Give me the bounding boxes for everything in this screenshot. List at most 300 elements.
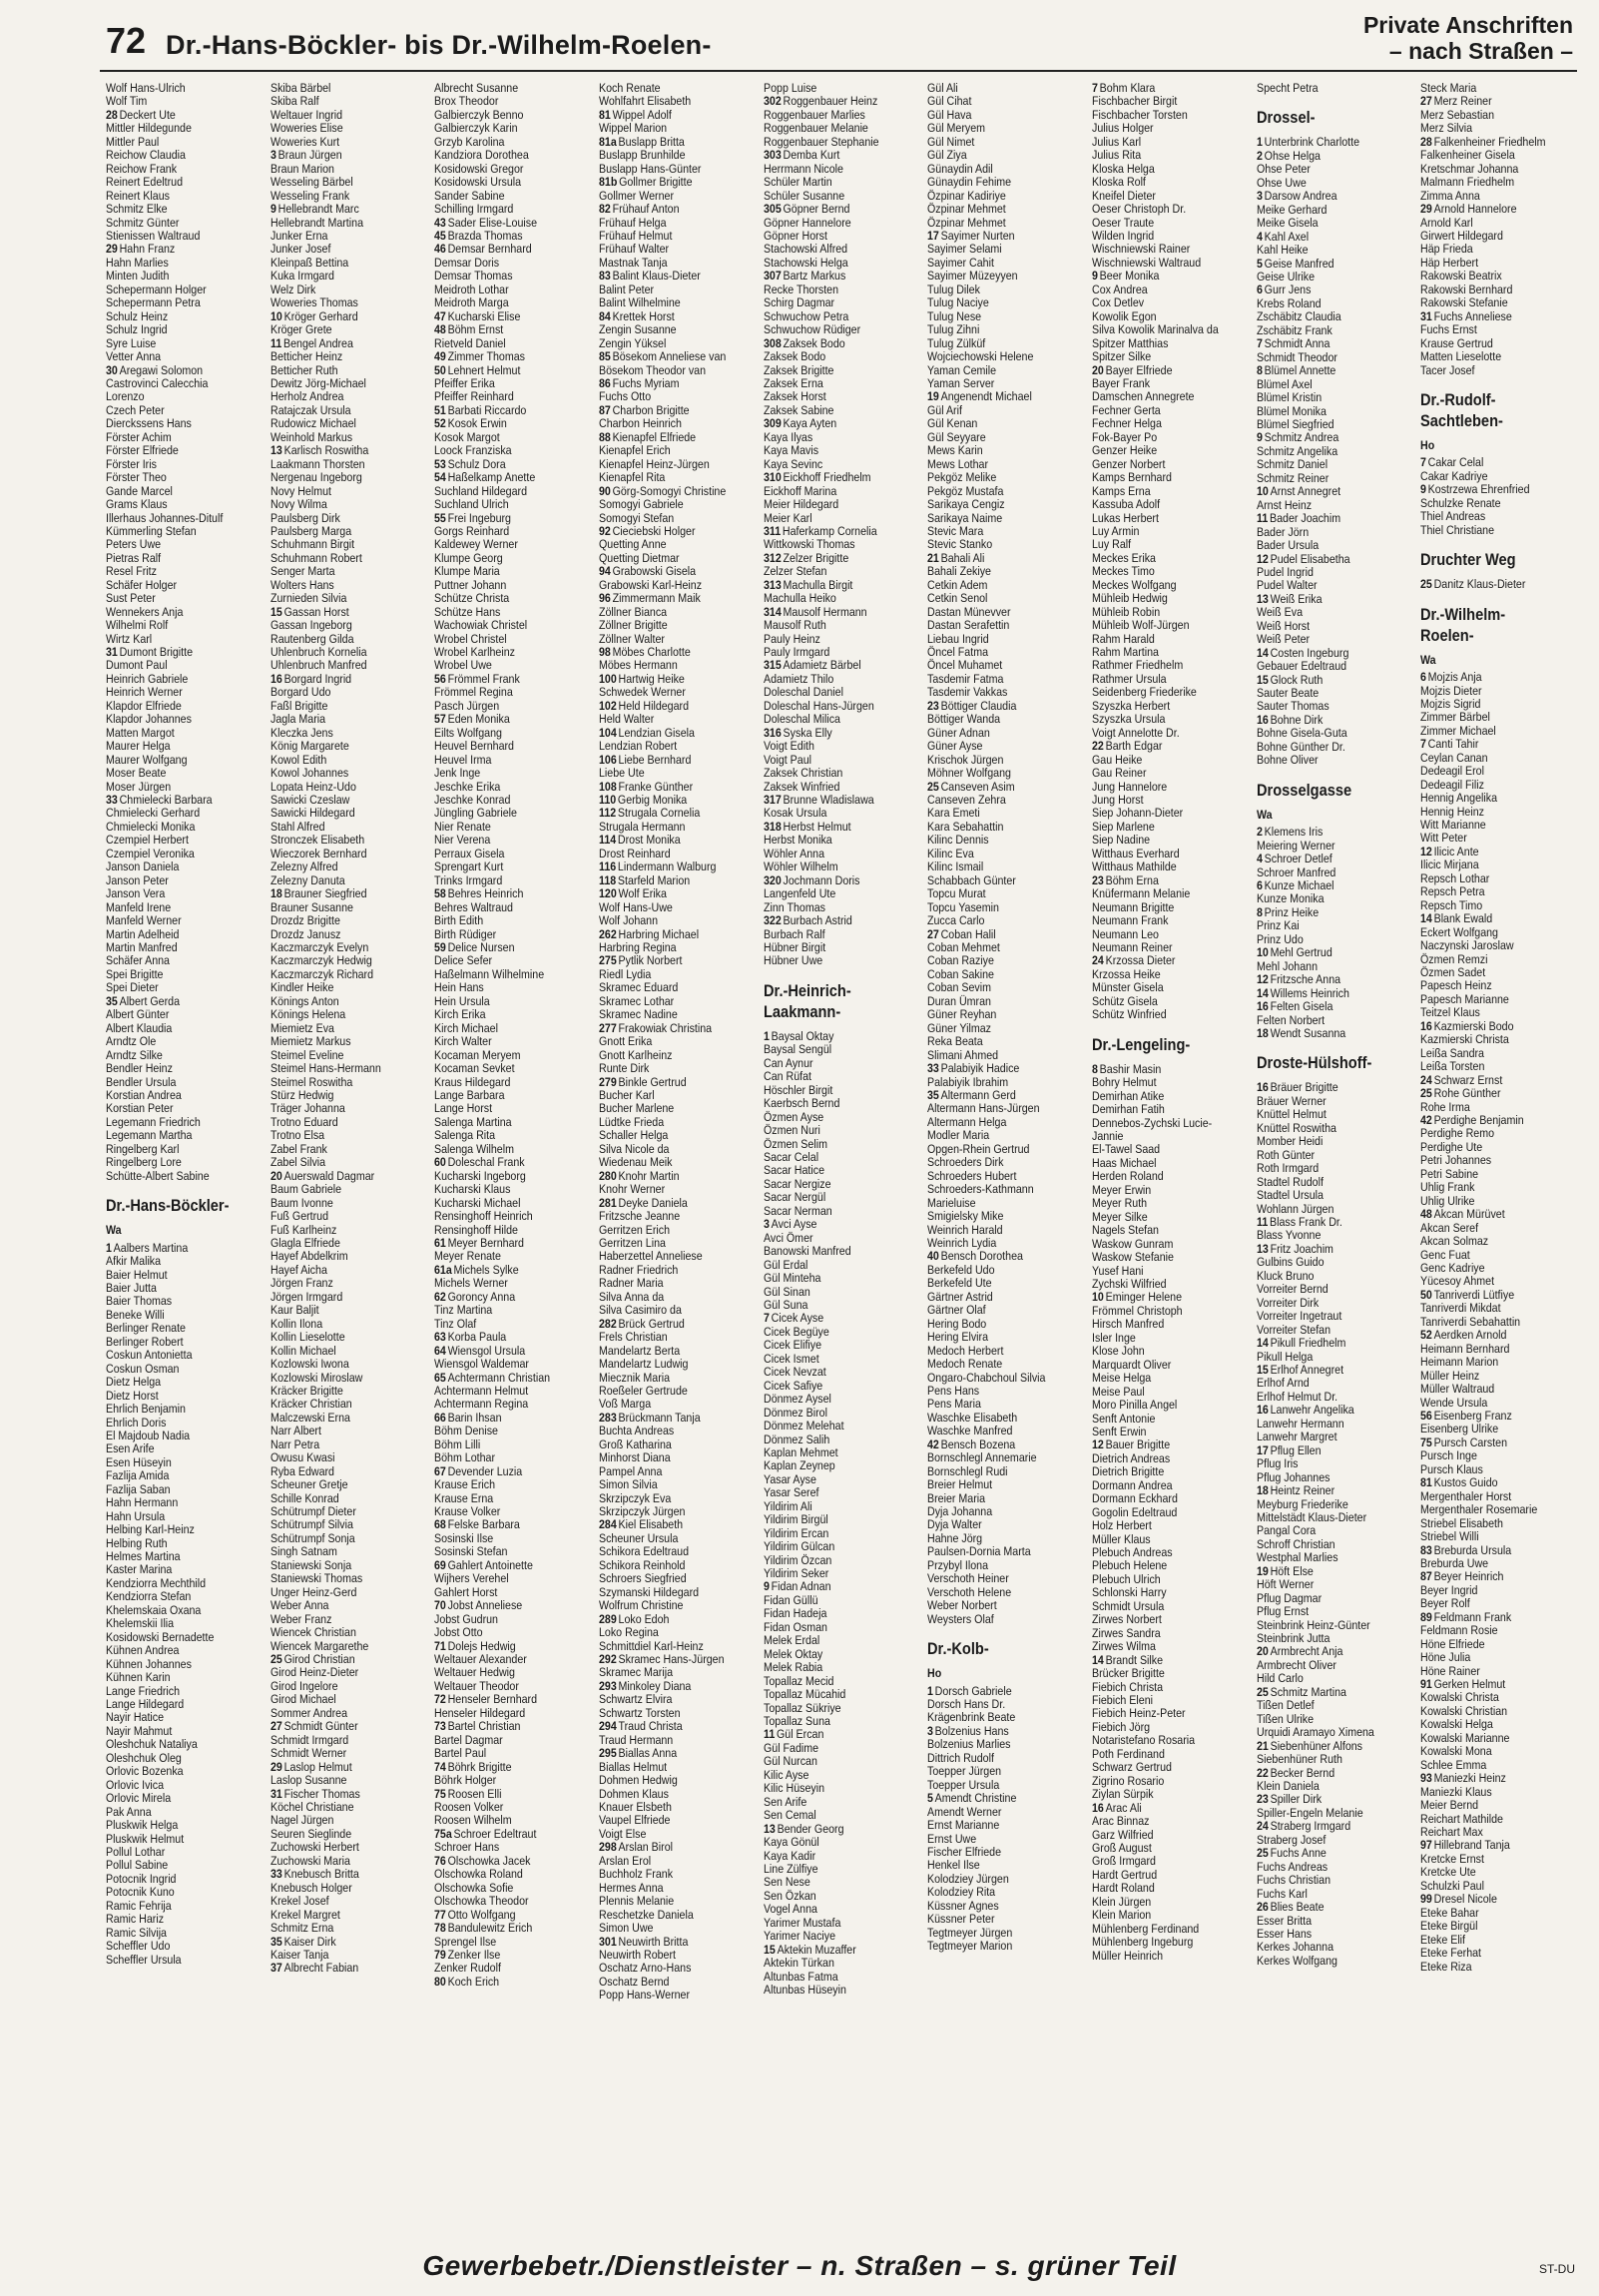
directory-entry bbox=[927, 1752, 1067, 1765]
directory-entry bbox=[599, 82, 739, 95]
directory-entry bbox=[106, 243, 246, 256]
directory-entry bbox=[1092, 337, 1232, 350]
house-number: 50 bbox=[1420, 1287, 1433, 1302]
directory-entry bbox=[764, 1903, 903, 1916]
directory-entry bbox=[927, 995, 1067, 1008]
resident-name: Vorreiter Bernd bbox=[1256, 1282, 1329, 1297]
directory-entry bbox=[1420, 1691, 1560, 1704]
directory-entry bbox=[270, 243, 410, 256]
resident-name: Delice Nursen bbox=[447, 940, 515, 954]
directory-entry bbox=[434, 512, 574, 525]
directory-entry bbox=[106, 1403, 246, 1416]
directory-entry bbox=[599, 310, 739, 323]
directory-entry bbox=[1092, 727, 1232, 740]
directory-entry bbox=[927, 1698, 1067, 1711]
resident-name: Bohne Gisela-Guta bbox=[1256, 726, 1347, 741]
house-number: 75 bbox=[434, 1786, 447, 1801]
house-number: 81b bbox=[599, 175, 618, 190]
directory-entry bbox=[1420, 578, 1560, 591]
resident-name: Ramic Hariz bbox=[106, 1912, 165, 1927]
directory-entry bbox=[1092, 1426, 1232, 1438]
directory-entry bbox=[1420, 1920, 1560, 1933]
directory-entry bbox=[434, 1183, 574, 1196]
resident-name: Wippel Marion bbox=[599, 121, 668, 136]
directory-entry bbox=[434, 1264, 574, 1277]
directory-entry bbox=[434, 1559, 574, 1572]
resident-name: Chmielecki Barbara bbox=[119, 793, 213, 808]
resident-name: Brückmann Tanja bbox=[618, 1410, 701, 1425]
directory-entry bbox=[1420, 832, 1560, 845]
resident-name: Roth Irmgard bbox=[1256, 1161, 1319, 1176]
directory-entry bbox=[1420, 296, 1560, 309]
directory-entry bbox=[434, 404, 574, 417]
resident-name: Zimmermann Maik bbox=[612, 591, 701, 606]
directory-entry bbox=[599, 1841, 739, 1854]
directory-entry bbox=[599, 1372, 739, 1385]
resident-name: Kirch Michael bbox=[434, 1020, 499, 1035]
resident-name: Wende Ursula bbox=[1420, 1395, 1488, 1410]
house-number: 1 bbox=[927, 1683, 934, 1698]
resident-name: Sust Peter bbox=[106, 591, 156, 606]
house-number: 14 bbox=[1256, 985, 1269, 1000]
house-number: 33 bbox=[106, 793, 118, 808]
house-number: 307 bbox=[763, 269, 782, 284]
directory-entry bbox=[270, 821, 410, 834]
house-number: 81 bbox=[599, 107, 611, 122]
resident-name: Helbing Karl-Heinz bbox=[106, 1522, 195, 1537]
resident-name: Gahlert Horst bbox=[434, 1584, 498, 1599]
resident-name: Roggenbauer Marlies bbox=[763, 107, 865, 122]
directory-entry bbox=[1257, 337, 1396, 350]
resident-name: Bader Jörn bbox=[1256, 524, 1309, 539]
directory-entry bbox=[764, 1527, 903, 1540]
directory-entry bbox=[1092, 861, 1232, 873]
directory-entry bbox=[599, 1492, 739, 1505]
resident-name: Tegtmeyer Jürgen bbox=[927, 1925, 1013, 1940]
directory-entry bbox=[1420, 1329, 1560, 1342]
directory-entry bbox=[1092, 109, 1232, 122]
resident-name: Orlovic Ivica bbox=[106, 1777, 165, 1792]
directory-entry bbox=[599, 471, 739, 484]
resident-name: Chmielecki Monika bbox=[106, 819, 196, 834]
directory-entry bbox=[434, 109, 574, 122]
directory-entry bbox=[764, 1607, 903, 1620]
directory-entry bbox=[106, 1833, 246, 1846]
resident-name: Grabowski Karl-Heinz bbox=[599, 577, 703, 592]
directory-entry bbox=[1420, 1101, 1560, 1114]
directory-entry bbox=[434, 417, 574, 430]
directory-entry bbox=[599, 1062, 739, 1075]
directory-entry bbox=[270, 136, 410, 149]
directory-entry bbox=[764, 136, 903, 149]
house-number: 108 bbox=[599, 779, 617, 794]
directory-entry bbox=[599, 713, 739, 726]
resident-name: Heuvel Bernhard bbox=[434, 739, 515, 754]
directory-entry bbox=[764, 95, 903, 108]
resident-name: Hahn Franz bbox=[119, 242, 176, 257]
directory-entry bbox=[434, 122, 574, 135]
resident-name: Grabowski Gisela bbox=[612, 564, 697, 579]
directory-entry bbox=[599, 834, 739, 847]
resident-name: Kretcke Ute bbox=[1420, 1865, 1477, 1880]
resident-name: Zimmer Thomas bbox=[447, 349, 526, 364]
directory-entry bbox=[1092, 1936, 1232, 1949]
directory-entry bbox=[270, 498, 410, 511]
resident-name: Pflug Ellen bbox=[1270, 1442, 1322, 1457]
resident-name: Pasch Jürgen bbox=[434, 698, 500, 713]
resident-name: Bendler Ursula bbox=[106, 1074, 177, 1089]
directory-entry bbox=[1092, 1896, 1232, 1909]
resident-name: Topallaz Mecid bbox=[763, 1673, 834, 1688]
house-number: 42 bbox=[927, 1436, 940, 1451]
resident-name: Merz Sebastian bbox=[1420, 107, 1495, 122]
directory-entry bbox=[106, 1671, 246, 1684]
resident-name: Schikora Reinhold bbox=[599, 1557, 686, 1572]
resident-name: Rahm Martina bbox=[1092, 645, 1159, 660]
resident-name: Dyja Walter bbox=[927, 1517, 983, 1532]
resident-name: Knauer Elsbeth bbox=[599, 1800, 672, 1814]
directory-entry bbox=[106, 296, 246, 309]
resident-name: Girod Michael bbox=[269, 1692, 336, 1707]
street-heading: Dr.-Hans-Böckler- bbox=[106, 1196, 230, 1216]
directory-entry bbox=[1092, 713, 1232, 726]
directory-entry bbox=[927, 1886, 1067, 1899]
resident-name: Feldmann Rosie bbox=[1420, 1623, 1498, 1638]
resident-name: Melek Rabia bbox=[763, 1660, 822, 1675]
directory-entry bbox=[270, 1197, 410, 1210]
directory-entry bbox=[599, 767, 739, 780]
directory-entry bbox=[1420, 270, 1560, 283]
resident-name: Höft Else bbox=[1270, 1563, 1314, 1578]
resident-name: Wolf Erika bbox=[618, 886, 667, 901]
resident-name: Buslapp Brunhilde bbox=[599, 148, 686, 163]
directory-entry bbox=[764, 1513, 903, 1526]
directory-entry bbox=[599, 633, 739, 646]
directory-entry bbox=[270, 874, 410, 887]
resident-name: Girod Heinz-Dieter bbox=[269, 1665, 358, 1680]
directory-entry bbox=[106, 754, 246, 767]
resident-name: Roggenbauer Heinz bbox=[783, 94, 877, 109]
resident-name: Kollin Ilona bbox=[269, 1316, 322, 1331]
resident-name: Schuhmann Robert bbox=[269, 550, 362, 565]
resident-name: Petri Sabine bbox=[1420, 1166, 1479, 1181]
resident-name: Mehl Gertrud bbox=[1270, 945, 1332, 960]
directory-entry bbox=[434, 257, 574, 270]
directory-entry bbox=[270, 1492, 410, 1505]
directory-entry bbox=[270, 1076, 410, 1089]
resident-name: Dastan Serafettin bbox=[927, 618, 1010, 633]
resident-name: Gnott Erika bbox=[599, 1034, 653, 1049]
directory-entry bbox=[764, 700, 903, 713]
house-number: 87 bbox=[599, 402, 611, 417]
resident-name: Kaplan Zeynep bbox=[763, 1458, 835, 1473]
house-number: 57 bbox=[434, 712, 447, 727]
directory-entry bbox=[1092, 390, 1232, 403]
directory-entry bbox=[599, 1868, 739, 1881]
directory-entry bbox=[764, 1084, 903, 1097]
resident-name: Kocaman Meryem bbox=[434, 1047, 521, 1062]
house-number: 27 bbox=[927, 926, 940, 941]
resident-name: Dedeagil Erol bbox=[1420, 764, 1485, 779]
resident-name: Meise Paul bbox=[1092, 1384, 1145, 1399]
resident-name: Schroer Hans bbox=[434, 1840, 500, 1855]
directory-entry bbox=[927, 337, 1067, 350]
directory-entry bbox=[599, 1250, 739, 1263]
resident-name: Zaksek Horst bbox=[763, 389, 826, 404]
house-number: 301 bbox=[599, 1934, 617, 1949]
resident-name: Henseler Hildegard bbox=[434, 1705, 526, 1720]
resident-name: Poth Ferdinand bbox=[1092, 1746, 1165, 1761]
resident-name: Radner Maria bbox=[599, 1276, 664, 1291]
directory-entry bbox=[1257, 1672, 1396, 1685]
house-number: 52 bbox=[1420, 1328, 1433, 1343]
resident-name: Fuchs Christian bbox=[1256, 1873, 1331, 1888]
resident-name: Schwartz Torsten bbox=[599, 1705, 681, 1720]
directory-entry bbox=[1092, 1654, 1232, 1667]
resident-name: Schmidt Werner bbox=[269, 1746, 346, 1761]
directory-entry bbox=[1257, 714, 1396, 727]
resident-name: Fidan Osman bbox=[763, 1619, 827, 1634]
directory-entry bbox=[927, 740, 1067, 753]
resident-name: Blass Yvonne bbox=[1256, 1228, 1322, 1243]
directory-entry bbox=[106, 1143, 246, 1156]
resident-name: Bräuer Werner bbox=[1256, 1093, 1327, 1108]
directory-entry bbox=[434, 781, 574, 794]
resident-name: Esen Arife bbox=[106, 1441, 155, 1456]
directory-entry bbox=[1092, 874, 1232, 887]
directory-entry bbox=[599, 1586, 739, 1599]
directory-entry bbox=[1092, 1399, 1232, 1412]
directory-entry bbox=[270, 1210, 410, 1223]
directory-entry bbox=[1092, 794, 1232, 807]
resident-name: Blümel Monika bbox=[1256, 403, 1327, 418]
resident-name: Göpner Hannelore bbox=[763, 215, 851, 230]
directory-entry bbox=[1420, 1168, 1560, 1181]
directory-entry bbox=[1257, 1377, 1396, 1390]
directory-entry bbox=[1420, 1033, 1560, 1046]
resident-name: Erlhof Helmut Dr. bbox=[1256, 1389, 1337, 1404]
directory-entry bbox=[927, 176, 1067, 189]
resident-name: Papesch Marianne bbox=[1420, 991, 1510, 1006]
directory-entry bbox=[599, 754, 739, 767]
directory-entry bbox=[1257, 1324, 1396, 1337]
resident-name: Vetter Anna bbox=[106, 349, 162, 364]
resident-name: Suchland Ulrich bbox=[434, 497, 509, 512]
resident-name: Böhm Lilli bbox=[434, 1436, 481, 1451]
directory-entry bbox=[764, 633, 903, 646]
resident-name: Trinks Irmgard bbox=[434, 872, 503, 887]
directory-entry bbox=[1092, 1559, 1232, 1572]
resident-name: Brück Gertrud bbox=[618, 1316, 685, 1331]
directory-entry bbox=[1420, 752, 1560, 765]
directory-entry bbox=[270, 1613, 410, 1626]
directory-entry bbox=[1092, 257, 1232, 270]
directory-entry bbox=[1092, 1305, 1232, 1318]
directory-entry bbox=[927, 1049, 1067, 1062]
directory-entry bbox=[927, 1913, 1067, 1926]
directory-entry bbox=[434, 538, 574, 551]
directory-entry bbox=[599, 1197, 739, 1210]
directory-entry bbox=[270, 163, 410, 176]
resident-name: Schabbach Günter bbox=[927, 872, 1017, 887]
resident-name: Schäfer Holger bbox=[106, 577, 178, 592]
resident-name: Weltauer Theodor bbox=[434, 1678, 520, 1693]
resident-name: Yildirim Ali bbox=[763, 1498, 812, 1513]
resident-name: Meckes Timo bbox=[1092, 564, 1155, 579]
directory-entry bbox=[764, 1850, 903, 1863]
resident-name: Perdighe Ute bbox=[1420, 1139, 1483, 1154]
directory-entry bbox=[1092, 485, 1232, 498]
directory-entry bbox=[106, 740, 246, 753]
directory-entry bbox=[599, 485, 739, 498]
resident-name: Knebusch Britta bbox=[283, 1867, 359, 1882]
resident-name: Özmen Remzi bbox=[1420, 951, 1488, 966]
resident-name: Gerbig Monika bbox=[617, 793, 688, 808]
directory-entry bbox=[764, 525, 903, 538]
resident-name: Eteke Bahar bbox=[1420, 1905, 1480, 1920]
resident-name: Coban Sevim bbox=[927, 980, 992, 995]
resident-name: Witt Marianne bbox=[1420, 818, 1487, 833]
directory-entry bbox=[1257, 485, 1396, 498]
directory-entry bbox=[270, 981, 410, 994]
resident-name: Drozdz Janusz bbox=[269, 926, 341, 941]
resident-name: Kowalski Christian bbox=[1420, 1703, 1508, 1718]
directory-entry bbox=[106, 686, 246, 699]
house-number: 279 bbox=[599, 1074, 617, 1089]
directory-entry bbox=[1420, 82, 1560, 95]
resident-name: Hirsch Manfred bbox=[1092, 1317, 1165, 1332]
resident-name: Kaya Ayten bbox=[783, 416, 836, 431]
resident-name: Puttner Johann bbox=[434, 577, 507, 592]
directory-entry bbox=[599, 1465, 739, 1478]
directory-entry bbox=[599, 1129, 739, 1142]
street-heading: Droste-Hülshoff- bbox=[1256, 1053, 1372, 1073]
resident-name: Kilic Hüseyin bbox=[763, 1781, 824, 1796]
resident-name: Tulug Nese bbox=[927, 308, 982, 323]
directory-entry bbox=[1420, 176, 1560, 189]
directory-entry bbox=[599, 1183, 739, 1196]
resident-name: Popp Luise bbox=[763, 82, 817, 95]
resident-name: Kluck Bruno bbox=[1256, 1268, 1315, 1283]
directory-entry bbox=[1420, 1154, 1560, 1167]
directory-entry bbox=[270, 1264, 410, 1277]
resident-name: Krägenbrink Beate bbox=[927, 1710, 1016, 1725]
resident-name: Gül Sinan bbox=[763, 1284, 810, 1299]
directory-entry bbox=[106, 1076, 246, 1089]
directory-entry bbox=[1420, 1114, 1560, 1127]
directory-entry bbox=[270, 1318, 410, 1331]
resident-name: Jannie bbox=[1092, 1128, 1124, 1143]
resident-name: Kümmerling Stefan bbox=[106, 523, 197, 538]
resident-name: Can Rüfat bbox=[763, 1069, 811, 1084]
house-number: 315 bbox=[763, 658, 782, 673]
directory-entry bbox=[1092, 1519, 1232, 1532]
house-number: 37 bbox=[269, 1961, 282, 1976]
resident-name: Ceylan Canan bbox=[1420, 750, 1488, 765]
directory-entry bbox=[927, 941, 1067, 954]
resident-name: Schulz Ingrid bbox=[106, 322, 168, 337]
house-number: 33 bbox=[927, 1061, 940, 1076]
resident-name: Kröger Grete bbox=[269, 322, 332, 337]
directory-entry bbox=[434, 203, 574, 216]
house-number: 15 bbox=[763, 1942, 776, 1957]
house-number: 98 bbox=[599, 645, 611, 660]
directory-entry bbox=[1092, 525, 1232, 538]
directory-entry bbox=[106, 995, 246, 1008]
resident-name: Topallaz Sükriye bbox=[763, 1700, 841, 1715]
directory-entry bbox=[1092, 498, 1232, 511]
directory-entry bbox=[599, 928, 739, 941]
resident-name: Chmielecki Gerhard bbox=[106, 806, 201, 821]
directory-entry bbox=[1257, 1511, 1396, 1524]
directory-entry bbox=[1420, 912, 1560, 925]
house-number: 16 bbox=[1256, 999, 1269, 1014]
resident-name: Frels Christian bbox=[599, 1330, 668, 1345]
resident-name: Roosen Elli bbox=[447, 1786, 502, 1801]
resident-name: Buslapp Britta bbox=[618, 134, 685, 149]
directory-entry bbox=[1092, 296, 1232, 309]
resident-name: Ilicic Ante bbox=[1433, 844, 1479, 859]
resident-name: Albrecht Susanne bbox=[434, 82, 519, 95]
resident-name: Kucharski Elise bbox=[447, 308, 521, 323]
directory-entry bbox=[434, 1358, 574, 1371]
directory-entry bbox=[764, 767, 903, 780]
resident-name: Liebau Ingrid bbox=[927, 631, 989, 646]
directory-entry bbox=[270, 1358, 410, 1371]
directory-entry bbox=[434, 659, 574, 672]
resident-name: Frühauf Helmut bbox=[599, 228, 673, 243]
directory-entry bbox=[764, 1205, 903, 1218]
resident-name: Meyer Silke bbox=[1092, 1209, 1148, 1224]
directory-entry bbox=[1420, 1289, 1560, 1302]
directory-entry bbox=[434, 914, 574, 927]
directory-entry bbox=[1257, 933, 1396, 946]
directory-entry bbox=[764, 1809, 903, 1822]
directory-entry bbox=[106, 565, 246, 578]
resident-name: Genc Fuat bbox=[1420, 1247, 1471, 1262]
house-number: 17 bbox=[927, 228, 940, 243]
resident-name: Specht Petra bbox=[1256, 82, 1319, 95]
house-number: 298 bbox=[599, 1840, 617, 1855]
resident-name: Topallaz Suna bbox=[763, 1714, 830, 1729]
resident-name: Böttiger Claudia bbox=[940, 698, 1017, 713]
resident-name: Akcan Solmaz bbox=[1420, 1234, 1489, 1249]
directory-entry bbox=[599, 954, 739, 967]
directory-entry bbox=[106, 659, 246, 672]
directory-entry bbox=[434, 1613, 574, 1626]
directory-entry bbox=[270, 727, 410, 740]
resident-name: Wendt Susanna bbox=[1270, 1026, 1345, 1040]
directory-entry bbox=[1420, 1222, 1560, 1235]
directory-entry bbox=[270, 1008, 410, 1021]
resident-name: Maniezki Klaus bbox=[1420, 1784, 1493, 1799]
resident-name: Fuchs Anne bbox=[1270, 1846, 1327, 1861]
resident-name: Borgard Udo bbox=[269, 685, 331, 700]
resident-name: El-Tawel Saad bbox=[1092, 1142, 1161, 1157]
directory-entry bbox=[764, 1138, 903, 1151]
resident-name: Quetting Dietmar bbox=[599, 550, 680, 565]
resident-name: Esen Hüseyin bbox=[106, 1454, 172, 1469]
directory-entry bbox=[434, 1774, 574, 1787]
directory-entry bbox=[1420, 1208, 1560, 1221]
directory-entry bbox=[270, 458, 410, 471]
resident-name: Paulsen-Dornia Marta bbox=[927, 1544, 1032, 1559]
directory-entry bbox=[1257, 1108, 1396, 1121]
resident-name: Brücker Brigitte bbox=[1092, 1666, 1165, 1681]
resident-name: Fidan Hadeja bbox=[763, 1606, 827, 1621]
directory-entry bbox=[1420, 725, 1560, 738]
directory-entry bbox=[1092, 82, 1232, 95]
